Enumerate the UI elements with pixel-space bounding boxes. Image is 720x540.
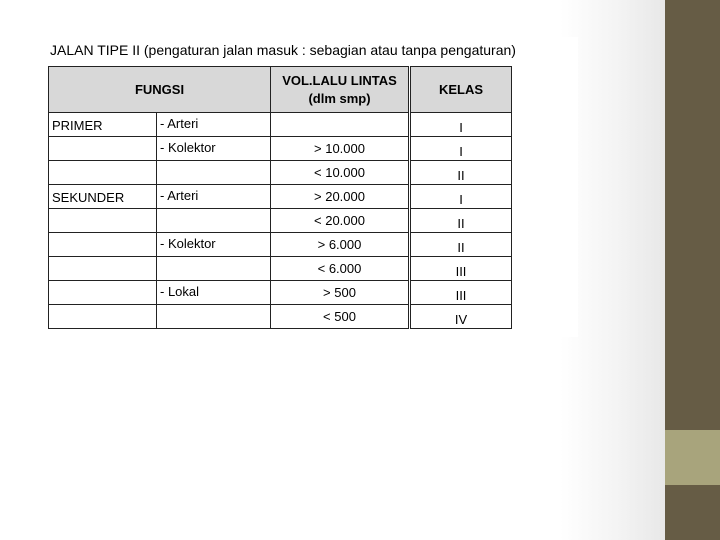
cell-fungsi: PRIMER: [49, 113, 157, 137]
cell-vol: < 6.000: [271, 257, 409, 281]
side-bar-light: [665, 430, 720, 485]
side-bar-dark-bottom: [665, 485, 720, 540]
table-row: [49, 305, 512, 329]
slide-title: JALAN TIPE II (pengaturan jalan masuk : sebagian atau tanpa pengaturan): [50, 42, 516, 58]
cell-vol: < 500: [271, 305, 409, 329]
cell-sub: [157, 257, 271, 281]
header-vol-line2: (dlm smp): [308, 90, 371, 106]
cell-sub: - Arteri: [157, 185, 271, 209]
cell-sub: [157, 161, 271, 185]
cell-kelas: II: [411, 161, 512, 185]
header-fungsi: FUNGSI: [49, 67, 271, 113]
cell-kelas: II: [411, 233, 512, 257]
cell-fungsi: [49, 281, 157, 305]
cell-vol: < 20.000: [271, 209, 409, 233]
cell-sub: [157, 305, 271, 329]
cell-vol: > 500: [271, 281, 409, 305]
cell-kelas: I: [411, 113, 512, 137]
header-vol-line1: VOL.LALU LINTAS: [282, 72, 397, 88]
cell-kelas: IV: [411, 305, 512, 329]
cell-sub: - Arteri: [157, 113, 271, 137]
cell-fungsi: SEKUNDER: [49, 185, 157, 209]
road-class-table: [48, 66, 512, 329]
cell-sub: [157, 209, 271, 233]
cell-fungsi: [49, 209, 157, 233]
table-row: [49, 257, 512, 281]
table-row: [49, 281, 512, 305]
cell-vol: < 10.000: [271, 161, 409, 185]
cell-fungsi: [49, 137, 157, 161]
cell-vol: > 6.000: [271, 233, 409, 257]
cell-fungsi: [49, 305, 157, 329]
cell-fungsi: [49, 257, 157, 281]
table-row: [49, 209, 512, 233]
table-row: [49, 185, 512, 209]
table-row: [49, 233, 512, 257]
cell-fungsi: [49, 161, 157, 185]
side-bar-dark-top: [665, 0, 720, 430]
cell-kelas: III: [411, 281, 512, 305]
cell-kelas: I: [411, 137, 512, 161]
table-row: [49, 161, 512, 185]
header-vol: [271, 67, 409, 113]
cell-vol: > 10.000: [271, 137, 409, 161]
table-header-row: [49, 67, 512, 113]
table-row: [49, 113, 512, 137]
table-row: [49, 137, 512, 161]
cell-sub: - Kolektor: [157, 137, 271, 161]
cell-fungsi: [49, 233, 157, 257]
cell-vol: > 20.000: [271, 185, 409, 209]
cell-vol: [271, 113, 409, 137]
cell-sub: - Lokal: [157, 281, 271, 305]
header-kelas: KELAS: [411, 67, 512, 113]
cell-kelas: II: [411, 209, 512, 233]
cell-kelas: I: [411, 185, 512, 209]
cell-sub: - Kolektor: [157, 233, 271, 257]
cell-kelas: III: [411, 257, 512, 281]
